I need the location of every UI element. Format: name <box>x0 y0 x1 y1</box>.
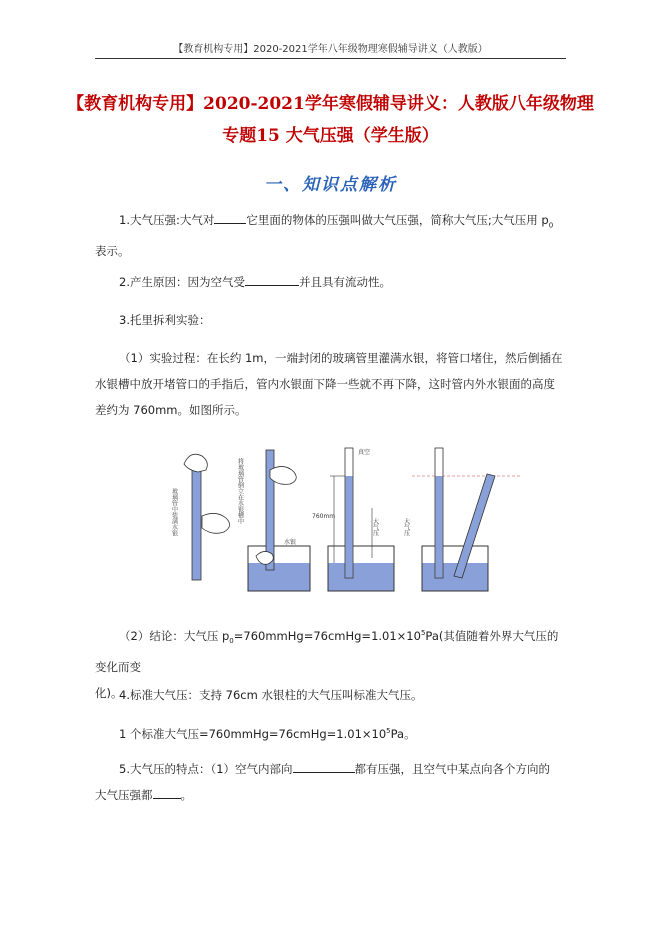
panel-tilted <box>403 448 521 591</box>
label-vacuum: 真空 <box>358 449 371 456</box>
p5-text-b: =760mmHg=76cmHg=1.01×10 <box>233 628 421 643</box>
blank-2 <box>245 273 299 286</box>
document-subtitle: 专题15 大气压强（学生版） <box>222 126 439 146</box>
p7-text-b: Pa。 <box>390 726 416 741</box>
torricelli-experiment-figure <box>160 438 540 603</box>
label-air-pressure-1: 大气压 <box>371 518 379 536</box>
paragraph-definition <box>95 207 565 264</box>
p5-superscript: 5 <box>420 629 426 637</box>
finger-cover-icon <box>256 551 273 564</box>
blank-1 <box>214 211 246 224</box>
p8-text-a: 5.大气压的特点：（1）空气内部向 <box>119 762 293 776</box>
page-header: 【教育机构专用】2020-2021学年八年级物理寒假辅导讲义（人教版） <box>173 44 488 55</box>
hand-bottom-icon <box>202 513 230 533</box>
tube-4-tilted <box>454 474 495 578</box>
p4-line3: 差约为 760mm。如图所示。 <box>95 403 247 417</box>
p4-line1: （1）实验过程：在长约 1m，一端封闭的玻璃管里灌满水银，将管口堵住，然后倒插在 <box>119 351 563 365</box>
paragraph-standard-value <box>95 718 589 747</box>
p1-subscript: 0 <box>548 221 554 230</box>
p7-superscript: 5 <box>386 727 391 735</box>
mercury-column-3 <box>346 476 353 578</box>
header-rule <box>95 58 566 59</box>
label-tube-full: 玻璃管中装满水银 <box>170 488 178 536</box>
panel-invert-tube <box>237 450 311 591</box>
p8-line2a: 大气压强都 <box>95 788 153 802</box>
paragraph-torricelli: 3.托里拆利实验： <box>119 313 211 327</box>
p5-line2: 化)。 <box>95 686 123 701</box>
label-760mm: 760mm <box>312 513 336 520</box>
label-air-pressure-2: 大气压 <box>402 518 410 536</box>
mercury-column-4 <box>436 476 443 578</box>
blank-3 <box>293 760 355 773</box>
panel-fill-tube <box>171 454 230 580</box>
mercury-basin-3 <box>329 563 394 591</box>
p5-text-c: Pa(其值随着外界大气压的变化而变 <box>95 628 559 675</box>
p5-subscript: 0 <box>229 637 234 646</box>
mercury-basin-4 <box>423 563 488 591</box>
filled-tube <box>192 460 201 580</box>
paragraph-features <box>95 756 565 808</box>
p1-text-b: 它里面的物体的压强叫做大气压强，简称大气压;大气压用 p <box>246 213 549 227</box>
label-mercury: 水银 <box>284 539 297 546</box>
p4-line2: 水银槽中放开堵管口的手指后，管内水银面下降一些就不再下降，这时管内外水银面的高度 <box>95 377 555 391</box>
p8-text-b: 都有压强，且空气中某点向各个方向的 <box>354 762 551 776</box>
paragraph-process <box>95 345 565 423</box>
p7-text-a: 1 个标准大气压=760mmHg=76cmHg=1.01×10 <box>119 726 387 741</box>
p8-line2b: 。 <box>180 788 192 802</box>
mercury-basin-2 <box>249 563 310 591</box>
panel-760mm <box>312 448 394 591</box>
paragraph-standard: 4.标准大气压：支持 76cm 水银柱的大气压叫标准大气压。 <box>119 688 423 702</box>
p2-text-b: 并且具有流动性。 <box>298 275 391 289</box>
label-invert: 将玻璃管倒立在水银槽中 <box>236 458 244 524</box>
blank-4 <box>153 786 181 799</box>
section-heading: 一、知识点解析 <box>264 175 397 195</box>
paragraph-cause <box>95 269 589 295</box>
p2-text-a: 2.产生原因：因为空气受 <box>119 275 245 289</box>
p5-text-a: （2）结论：大气压 p <box>119 628 230 643</box>
p1-text-c: 表示。 <box>95 244 130 259</box>
p1-text-a: 1.大气压强:大气对 <box>119 213 215 227</box>
document-title: 【教育机构专用】2020-2021学年寒假辅导讲义：人教版八年级物理 <box>67 94 594 114</box>
hand-top-icon <box>184 454 207 472</box>
